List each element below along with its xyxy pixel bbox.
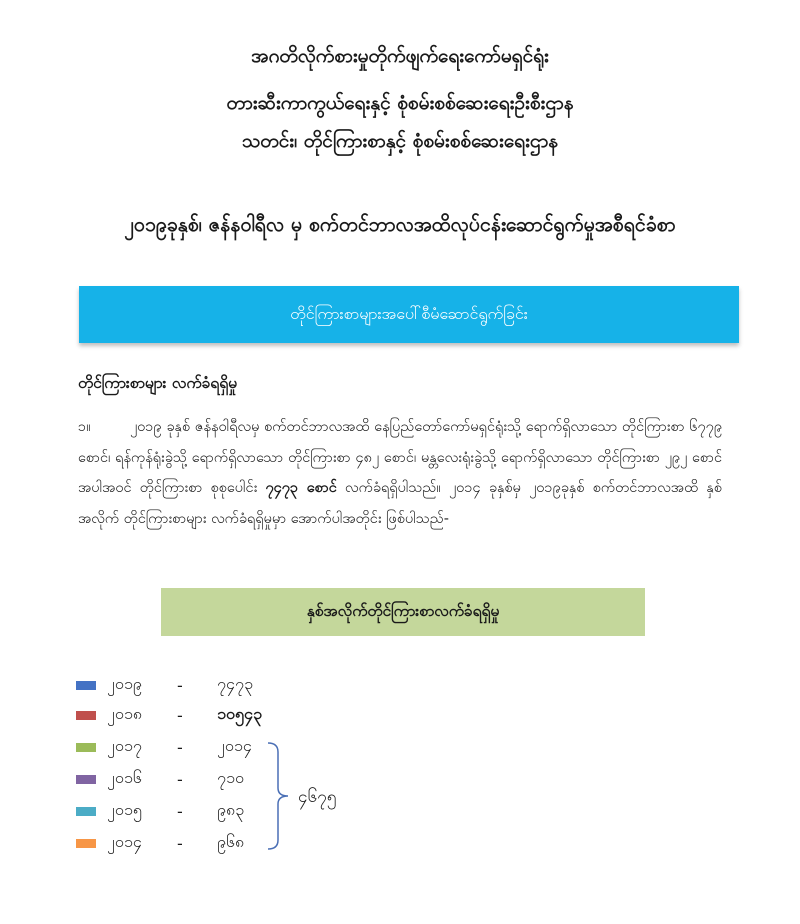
color-swatch xyxy=(76,839,96,848)
year-label: ၂၀၁၇ xyxy=(107,736,142,755)
division-title: သတင်း၊ တိုင်ကြားစာနှင့် စုံစမ်းစစ်ဆေးရေးဌာန xyxy=(241,130,559,152)
grouping-bracket xyxy=(266,740,296,852)
grouped-total: ၄၆၇၅ xyxy=(298,787,337,807)
paragraph-text-b: လက်ခံရရှိပါသည်။ ၂၀၁၄ ခုနှစ်မှ ၂၀၁၉ခုနှစ် စက်တင်ဘာလအထိ နှစ်အလိုက် တိုင်ကြားစာများ လက်ခံရရှိမှုမှာ အောက်ပါအတိုင်း ဖြစ်ပါသည်- xyxy=(78,480,722,527)
dash: - xyxy=(177,705,183,725)
office-title: အဂတိလိုက်စားမှုတိုက်ဖျက်ရေးကော်မရှင်ရုံး xyxy=(251,45,549,67)
paragraph-total-bold: ၇၄၇၃ စောင် xyxy=(265,480,337,496)
body-paragraph xyxy=(78,412,722,534)
department-title: တားဆီးကာကွယ်ရေးနှင့် စုံစမ်းစစ်ဆေးရေးဦးစီးဌာန xyxy=(226,92,574,114)
year-label: ၂၀၁၉ xyxy=(107,674,142,693)
paragraph-text-a: ၂၀၁၉ ခုနှစ် ဇန်နဝါရီလမှ စက်တင်ဘာလအထိ နေပြည်တော်ကော်မရှင်ရုံးသို့ ရောက်ရှိလာသော တိုင်ကြားစာ ၆၇၇၉ စောင်၊ ရန်ကုန်ရုံးခွဲသို့ ရောက်ရှိလာသော တိုင်ကြားစာ ၄၈၂ စောင်၊ မန္တလေးရုံးခွဲသို့ ရောက်ရှိလာသော တိုင်ကြားစာ ၂၉၂ စောင်အပါအဝင် တိုင်ကြားစာ စုစုပေါင်း xyxy=(78,419,722,496)
color-swatch xyxy=(76,681,96,690)
year-label: ၂၀၁၈ xyxy=(107,704,142,723)
color-swatch xyxy=(76,807,96,816)
report-title: ၂၀၁၉ခုနှစ်၊ ဇန်နဝါရီလ မှ စက်တင်ဘာလအထိလုပ်ငန်းဆောင်ရွက်မှုအစီရင်ခံစာ xyxy=(124,213,676,236)
count-value: ၁၀၅၄၃ xyxy=(217,704,262,723)
year-label: ၂၀၁၄ xyxy=(107,832,142,851)
count-value: ၇၄၇၃ xyxy=(217,674,253,693)
dash: - xyxy=(177,675,183,695)
dash: - xyxy=(177,737,183,757)
list-item xyxy=(76,767,277,791)
yearly-title: နှစ်အလိုက်တိုင်ကြားစာလက်ခံရရှိမှု xyxy=(306,601,500,620)
color-swatch xyxy=(76,775,96,784)
count-value: ၇၁၀ xyxy=(217,768,244,787)
section-banner-text: တိုင်ကြားစာများအပေါ်စီမံဆောင်ရွက်ခြင်း xyxy=(290,303,528,323)
count-value: ၂၀၁၄ xyxy=(217,736,252,755)
section-banner xyxy=(79,286,739,343)
color-swatch xyxy=(76,743,96,752)
count-value: ၉၆၈ xyxy=(217,832,245,851)
count-value: ၉၈၃ xyxy=(217,800,245,819)
year-label: ၂၀၁၅ xyxy=(107,800,142,819)
list-item xyxy=(76,673,277,697)
section-subheading: တိုင်ကြားစာများ လက်ခံရရှိမှု xyxy=(78,374,237,392)
color-swatch xyxy=(76,711,96,720)
list-item xyxy=(76,799,277,823)
list-item xyxy=(76,735,277,759)
dash: - xyxy=(177,801,183,821)
yearly-title-box xyxy=(161,588,645,636)
list-item xyxy=(76,831,277,855)
year-label: ၂၀၁၆ xyxy=(107,768,142,787)
paragraph-number: ၁။ xyxy=(78,419,91,435)
dash: - xyxy=(177,769,183,789)
dash: - xyxy=(177,833,183,853)
list-item xyxy=(76,703,277,727)
